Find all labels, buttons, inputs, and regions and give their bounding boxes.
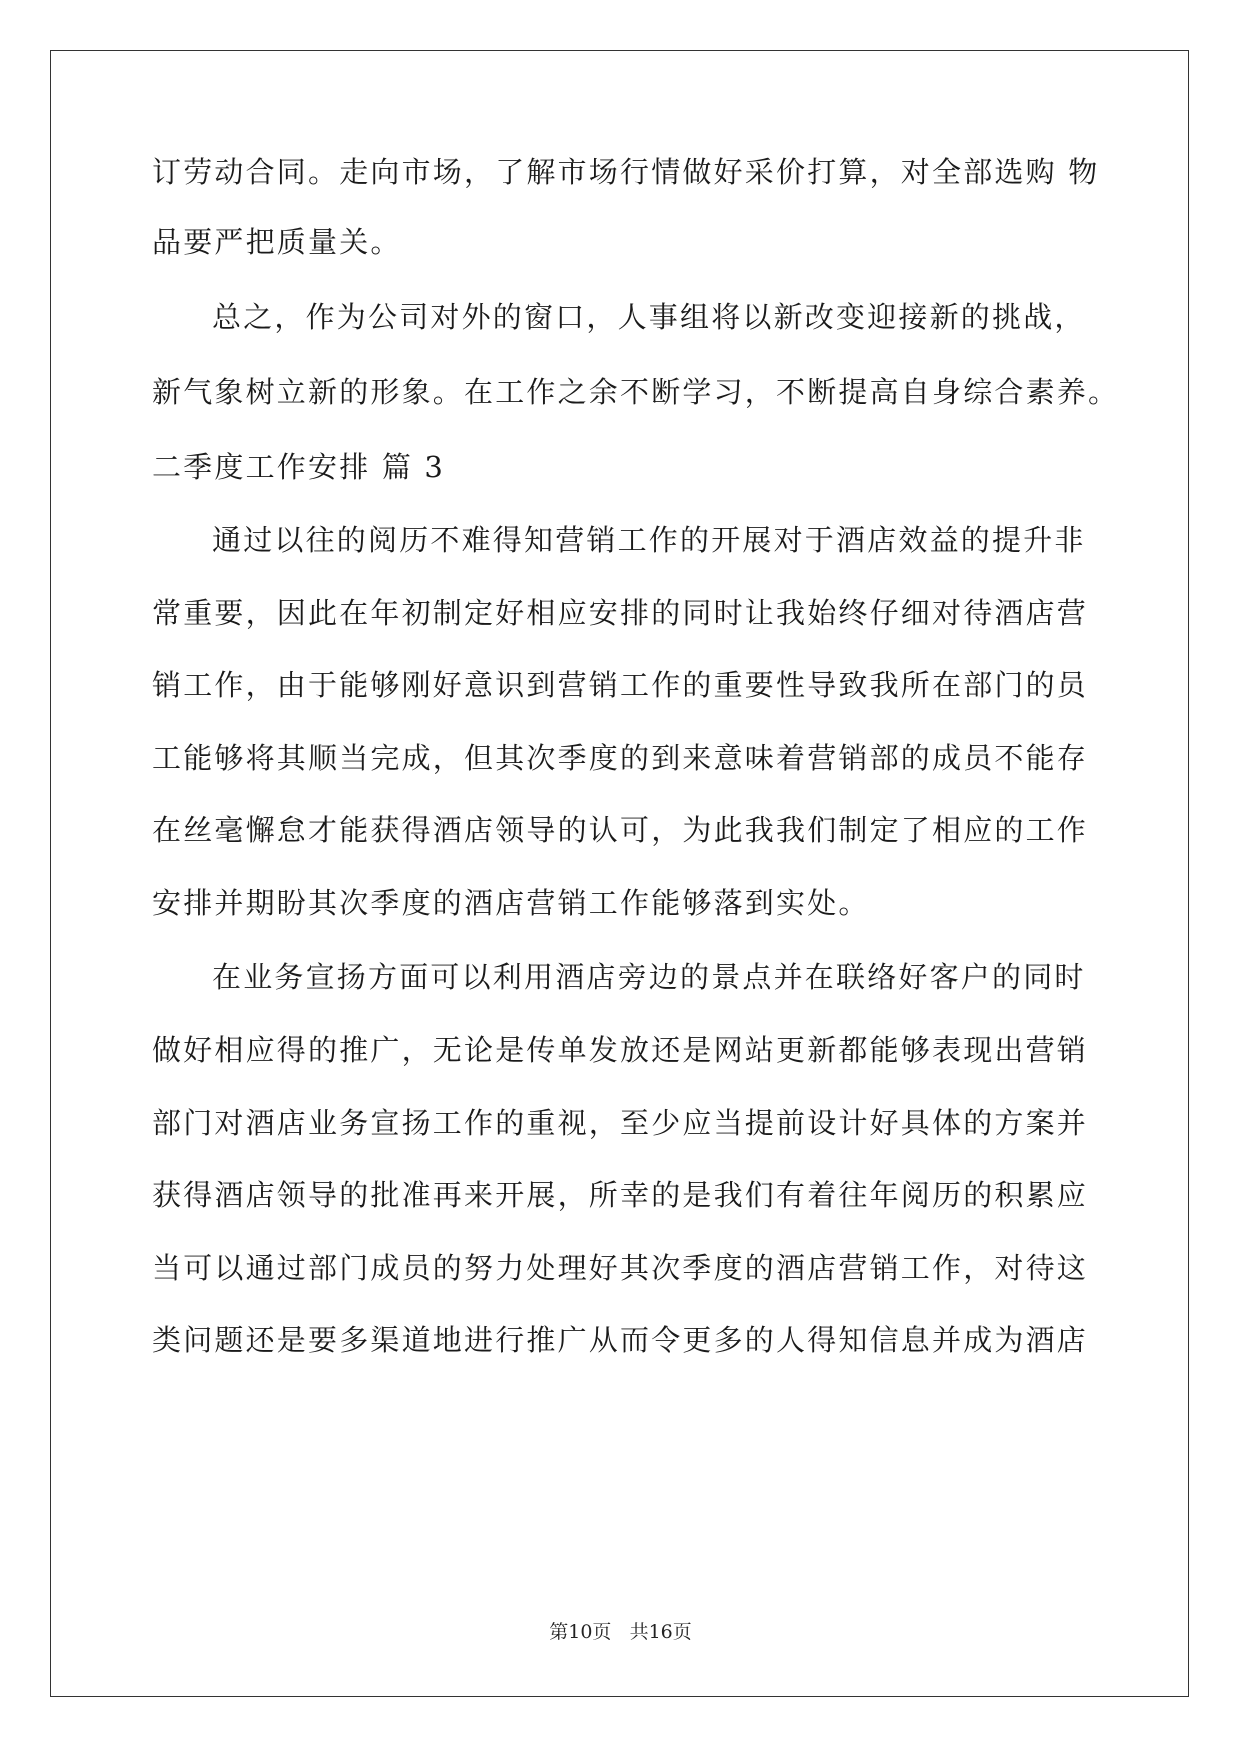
text-line: 在丝毫懈怠才能获得酒店领导的认可，为此我我们制定了相应的工作 <box>152 813 1089 847</box>
text-line: 当可以通过部门成员的努力处理好其次季度的酒店营销工作，对待这 <box>152 1251 1089 1285</box>
text-line: 做好相应得的推广，无论是传单发放还是网站更新都能够表现出营销 <box>152 1033 1089 1067</box>
paragraph-start: 总之，作为公司对外的窗口，人事组将以新改变迎接新的挑战， <box>212 300 1086 334</box>
text-line: 销工作，由于能够刚好意识到营销工作的重要性导致我所在部门的员 <box>152 668 1089 702</box>
text-line: 品要严把质量关。 <box>152 225 402 259</box>
text-line: 安排并期盼其次季度的酒店营销工作能够落到实处。 <box>152 886 870 920</box>
text-line: 订劳动合同。走向市场，了解市场行情做好采价打算，对全部选购 物 <box>152 155 1100 189</box>
text-line: 获得酒店领导的批准再来开展，所幸的是我们有着往年阅历的积累应 <box>152 1178 1089 1212</box>
text-line: 部门对酒店业务宣扬工作的重视，至少应当提前设计好具体的方案并 <box>152 1106 1089 1140</box>
section-heading: 二季度工作安排 篇 3 <box>152 450 446 484</box>
text-line: 常重要，因此在年初制定好相应安排的同时让我始终仔细对待酒店营 <box>152 596 1089 630</box>
text-line: 新气象树立新的形象。在工作之余不断学习，不断提高自身综合素养。 <box>152 375 1120 409</box>
paragraph-start: 通过以往的阅历不难得知营销工作的开展对于酒店效益的提升非 <box>212 523 1086 557</box>
page-footer <box>0 1620 1241 1644</box>
text-line: 工能够将其顺当完成，但其次季度的到来意味着营销部的成员不能存 <box>152 741 1089 775</box>
page-number: 第10页 <box>549 1621 612 1643</box>
page-total: 共16页 <box>629 1621 692 1643</box>
paragraph-start: 在业务宣扬方面可以利用酒店旁边的景点并在联络好客户的同时 <box>212 960 1086 994</box>
text-line: 类问题还是要多渠道地进行推广从而令更多的人得知信息并成为酒店 <box>152 1323 1089 1357</box>
